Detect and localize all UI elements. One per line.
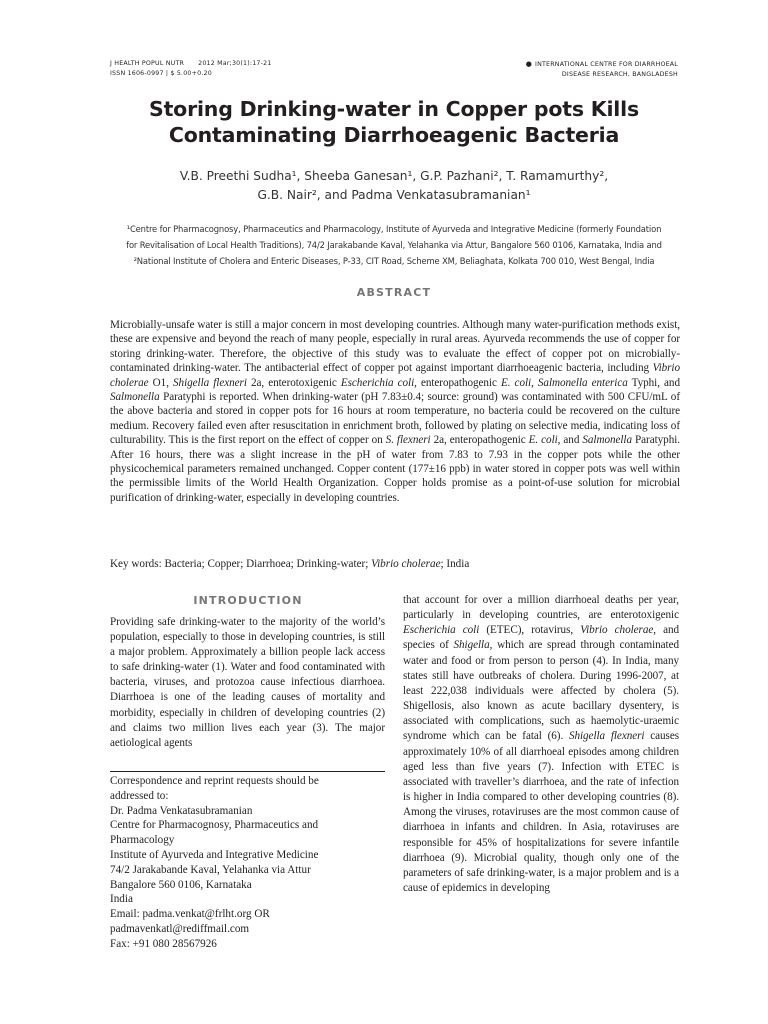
introduction-left-column: Providing safe drinking-water to the majority of the world’s population, especially to those in developing countries, is still a major problem. Approximately a billion people lack access to safe drinking-water (1). Water and food contaminated with bacteria, viruses, and protozoa cause infectious diarrhoea. Diarrhoea is one of the leading causes of mortality and morbidity, especially in children of developing countries (2) and claims two million lives each year (3). The major aetiological agents	[110, 616, 385, 749]
publisher-line1: INTERNATIONAL CENTRE FOR DIARRHOEAL	[535, 61, 678, 68]
title-line2: Contaminating Diarrhoeagenic Bacteria	[168, 123, 620, 147]
correspondence-email-alt[interactable]: padmavenkatl@rediffmail.com	[110, 922, 250, 935]
keywords: Key words: Bacteria; Copper; Diarrhoea; Drinking-water; Vibrio cholerae; India	[110, 558, 470, 570]
journal-header	[110, 59, 272, 79]
correspondence-block: Correspondence and reprint requests should be addressed to: Dr. Padma Venkatasubramanian Centre for Pharmacognosy, Pharmaceutics and Pharmacology Institute of Ayurveda and Integrative Medicine 74/2 Jarakabande Kaval, Yelahanka via Attur Bangalore 560 0106, Karnataka India Email: padma.venkat@frlht.org OR padmavenkatl@rediffmail.com Fax: +91 080 28567926	[110, 774, 385, 952]
affiliation-line1: ¹Centre for Pharmacognosy, Pharmaceutics and Pharmacology, Institute of Ayurveda and Integrative Medicine (formerly Foundation	[126, 224, 662, 234]
affiliation-line3: ²National Institute of Cholera and Enteric Diseases, P-33, CIT Road, Scheme XM, Beliaghata, Kolkata 700 010, West Bengal, India	[133, 256, 655, 266]
paper-title	[110, 96, 678, 148]
abstract-text: Microbially-unsafe water is still a major concern in most developing countries. Although many water-purification methods exist, these are expensive and beyond the reach of many people, especially in rural areas. Ayurveda recommends the use of copper for storing drinking-water. Therefore, the objective of this study was to evaluate the effect of copper pot on microbially-contaminated drinking-water. The antibacterial effect of copper pot against important diarrhoeagenic bacteria, including Vibrio cholerae O1, Shigella flexneri 2a, enterotoxigenic Escherichia coli, enteropathogenic E. coli, Salmonella enterica Typhi, and Salmonella Paratyphi is reported. When drinking-water (pH 7.83±0.4; source: ground) was contaminated with 500 CFU/mL of the above bacteria and stored in copper pots for 16 hours at room temperature, no bacteria could be recovered on the culture medium. Recovery failed even after resuscitation in enrichment broth, followed by plating on selective media, indicating loss of culturability. This is the first report on the effect of copper on S. flexneri 2a, enteropathogenic E. coli, and Salmonella Paratyphi. After 16 hours, there was a slight increase in the pH of water from 7.83 to 7.93 in the copper pots while the other physicochemical parameters remained unchanged. Copper content (177±16 ppb) in water stored in copper pots was well within the permissible limits of the World Health Organization. Copper holds promise as a point-of-use solution for microbial purification of drinking-water, especially in developing countries.	[110, 319, 680, 504]
authors-line1: V.B. Preethi Sudha¹, Sheeba Ganesan¹, G.P. Pazhani², T. Ramamurthy²,	[179, 169, 609, 183]
journal-issn: ISSN 1606-0997 | $ 5.00+0.20	[110, 70, 212, 77]
journal-issue: 2012 Mar;30(1):17-21	[198, 60, 272, 67]
correspondence-email[interactable]: Email: padma.venkat@frlht.org OR	[110, 908, 270, 921]
bullet-icon: ●	[525, 60, 533, 68]
introduction-heading: INTRODUCTION	[193, 594, 303, 607]
footnote-divider	[110, 771, 385, 772]
publisher-line2: DISEASE RESEARCH, BANGLADESH	[561, 71, 678, 78]
title-line1: Storing Drinking-water in Copper pots Kills	[149, 97, 639, 121]
affiliations	[110, 221, 678, 269]
publisher-header	[526, 59, 678, 80]
authors-line2: G.B. Nair², and Padma Venkatasubramanian¹	[257, 188, 531, 202]
journal-name: J HEALTH POPUL NUTR	[110, 60, 185, 67]
affiliation-line2: for Revitalisation of Local Health Traditions), 74/2 Jarakabande Kaval, Yelahanka via Attur, Bangalore 560 0106, Karnataka, India and	[126, 240, 662, 250]
abstract-heading: ABSTRACT	[356, 286, 432, 299]
introduction-right-column: that account for over a million diarrhoeal deaths per year, particularly in developing countries, are enterotoxigenic Escherichia coli (ETEC), rotavirus, Vibrio cholerae, and species of Shigella, which are spread through contaminated water and food or from person to person (4). In India, many states still have outbreaks of cholera. During 1996-2007, at least 222,038 individuals were affected by cholera (5). Shigellosis, also known as acute bacillary dysentery, is associated with complications, such as haemolytic-uraemic syndrome which can be fatal (6). Shigella flexneri causes approximately 10% of all diarrhoeal episodes among children aged less than five years (7). Infection with ETEC is associated with traveller’s diarrhoea, and the rate of infection is higher in India compared to other developing countries (8). Among the viruses, rotaviruses are the most common cause of diarrhoea in infants and children. In Asia, rotaviruses are responsible for 45% of hospitalizations for severe infantile diarrhoea (9). Microbial quality, though only one of the parameters of safe drinking-water, is a major problem and is a cause of epidemics in developing	[403, 594, 680, 894]
author-list	[110, 167, 678, 205]
